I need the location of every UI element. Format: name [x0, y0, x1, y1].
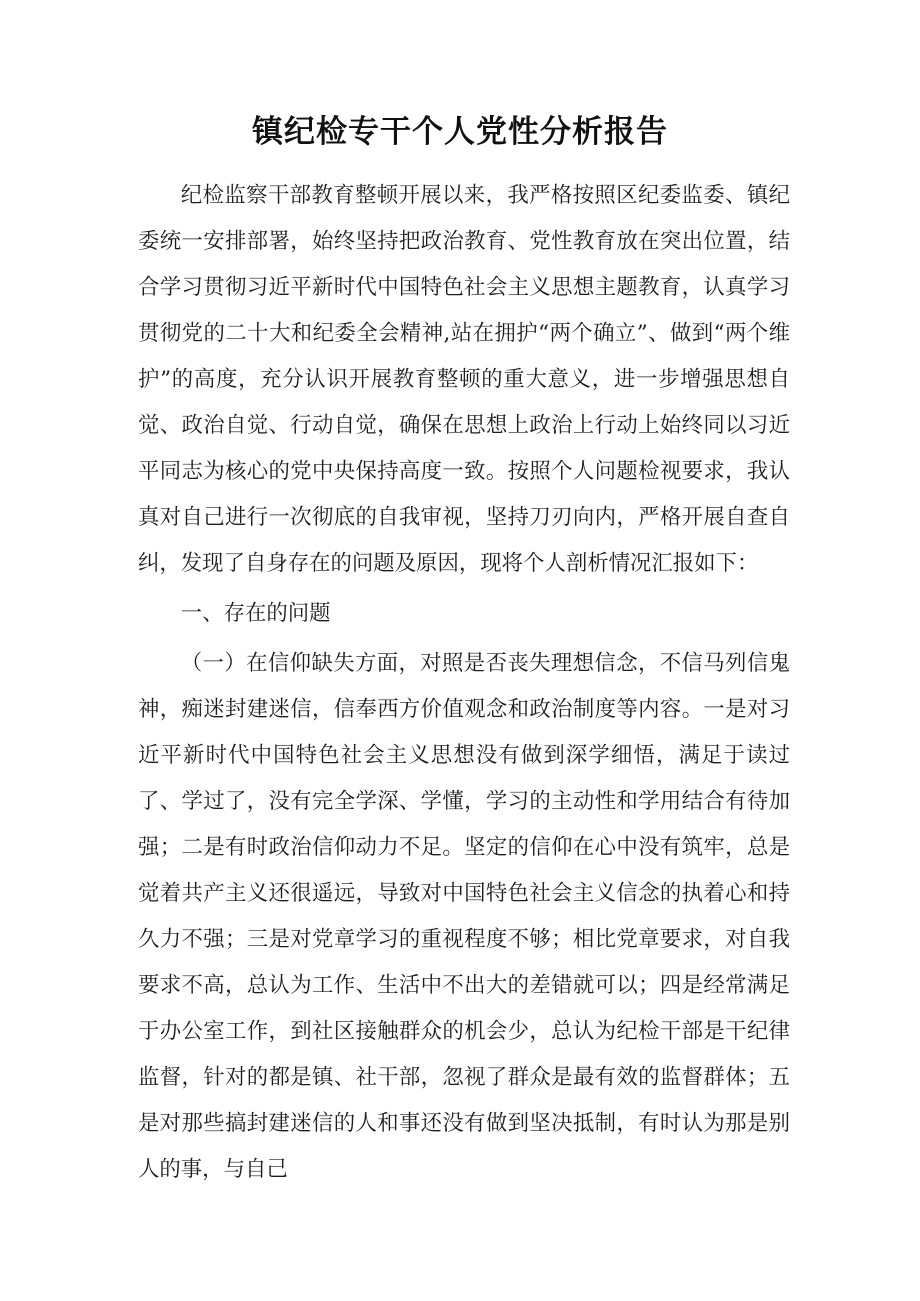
- intro-paragraph: 纪检监察干部教育整顿开展以来，我严格按照区纪委监委、镇纪委统一安排部署，始终坚持把政治教育、党性教育放在突出位置，结合学习贯彻习近平新时代中国特色社会主义思想主题教育，认真学习贯彻党的二十大和纪委全会精神,站在拥护“两个确立”、做到“两个维护”的高度，充分认识开展教育整顿的重大意义，进一步增强思想自觉、政治自觉、行动自觉，确保在思想上政治上行动上始终同以习近平同志为核心的党中央保持高度一致。按照个人问题检视要求，我认真对自己进行一次彻底的自我审视，坚持刀刃向内，严格开展自查自纠，发现了自身存在的问题及原因，现将个人剖析情况汇报如下：: [138, 183, 790, 576]
- section-heading: 一、存在的问题: [180, 601, 331, 626]
- section-paragraph: （一）在信仰缺失方面，对照是否丧失理想信念，不信马列信鬼神，痴迷封建迷信，信奉西方价值观念和政治制度等内容。一是对习近平新时代中国特色社会主义思想没有做到深学细悟，满足于读过了、学过了，没有完全学深、学懂，学习的主动性和学用结合有待加强；二是有时政治信仰动力不足。坚定的信仰在心中没有筑牢，总是觉着共产主义还很遥远，导致对中国特色社会主义信念的执着心和持久力不强；三是对党章学习的重视程度不够；相比党章要求，对自我要求不高，总认为工作、生活中不出大的差错就可以；四是经常满足于办公室工作，到社区接触群众的机会少，总认为纪检干部是干纪律监督，针对的都是镇、社干部，忽视了群众是最有效的监督群体；五是对那些搞封建迷信的人和事还没有做到坚决抵制，有时认为那是别人的事，与自己: [138, 651, 790, 1182]
- document-title: 镇纪检专干个人党性分析报告: [252, 114, 668, 150]
- document-body: [138, 173, 790, 1193]
